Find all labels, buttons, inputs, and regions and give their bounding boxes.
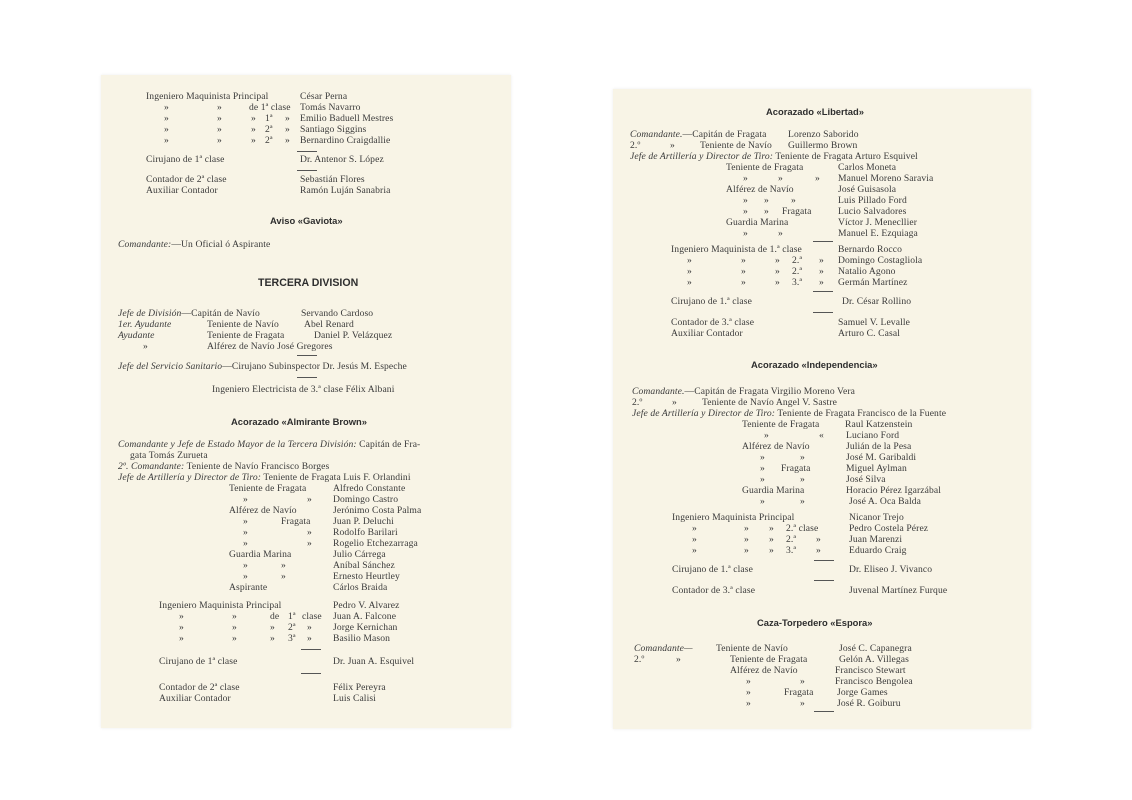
roster-line (672, 585, 948, 596)
role-label: 2º. Comandante: (118, 461, 185, 472)
roster-line (630, 151, 918, 162)
ditto-mark: » (243, 560, 248, 571)
rank-text: Teniente de Fragata (726, 162, 804, 173)
rank-text: Capitán de Fra- (359, 439, 421, 450)
ditto-mark: » (179, 622, 184, 633)
ditto-mark: » (687, 277, 692, 288)
role-label: Comandante (634, 643, 685, 654)
officer-name: Alfredo Constante (333, 483, 406, 494)
roster-line (634, 643, 912, 654)
roster-line (726, 184, 897, 195)
ditto-mark: » (778, 173, 783, 184)
rank-text: Aspirante (229, 582, 268, 593)
ditto-mark: » (741, 277, 746, 288)
roster-line (118, 239, 270, 250)
ditto-mark: » (816, 534, 821, 545)
right-page (613, 89, 1031, 729)
class-text: 3.ª (786, 545, 797, 556)
role-label: Ayudante (118, 330, 155, 341)
ditto-mark: » (743, 228, 748, 239)
officer-name: Rogelio Etchezarraga (333, 538, 418, 549)
roster-line (146, 174, 365, 185)
ditto-mark: » (270, 622, 275, 633)
officer-name: Jorge Kernichan (333, 622, 398, 633)
roster-line: gata Tomás Zurueta (130, 450, 208, 461)
roster-line (229, 483, 406, 494)
roster-line (671, 317, 910, 328)
officer-name: Francisco Bengolea (835, 676, 913, 687)
rank-text: Teniente de Fragata Luis F. Orlandini (263, 472, 411, 483)
officer-name: José M. Garibaldi (846, 452, 917, 463)
separator-rule (814, 580, 834, 581)
division-heading: TERCERA DIVISION (258, 277, 359, 289)
ditto-mark: » (819, 277, 824, 288)
ditto-mark: » (800, 676, 805, 687)
officer-name: Jorge Games (837, 687, 888, 698)
ditto-mark: » (307, 494, 312, 505)
ditto-mark: » (743, 173, 748, 184)
rank-text: Teniente de Fragata Arturo Esquivel (775, 151, 918, 162)
officer-name: Horacio Pérez Igarzábal (846, 485, 941, 496)
officer-name: Aníbal Sánchez (333, 560, 395, 571)
ditto-mark: » (164, 113, 169, 124)
officer-name: Luis Calisi (333, 693, 376, 704)
separator-rule (813, 241, 833, 242)
rank-text: Teniente de Navío Angel V. Sastre (702, 397, 837, 408)
ditto-mark: » (744, 534, 749, 545)
ditto-mark: » (775, 255, 780, 266)
officer-name: Dr. César Rollino (842, 296, 912, 307)
ditto-mark: » (815, 173, 820, 184)
officer-name: Bernardo Rocco (838, 244, 903, 255)
class-text: 1ª (288, 611, 296, 622)
rank-text: Ingeniero Maquinista Principal (146, 91, 269, 102)
ditto-mark: » (775, 277, 780, 288)
class-text: 2.ª clase (786, 523, 819, 534)
rank-text: Contador de 2ª clase (146, 174, 227, 185)
ditto-mark: » (760, 496, 765, 507)
officer-name: José C. Capanegra (839, 643, 912, 654)
ditto-mark: » (760, 474, 765, 485)
officer-name: Rodolfo Barilari (333, 527, 398, 538)
rank-text: de (270, 611, 280, 622)
officer-name: José Guisasola (838, 184, 897, 195)
officer-name: César Perna (300, 91, 348, 102)
ditto-mark: » (307, 527, 312, 538)
rank-text: Alférez de Navío (229, 505, 297, 516)
ditto-mark: » (791, 195, 796, 206)
class-text: 2ª (265, 135, 273, 146)
rank-text: Teniente de Fragata (730, 654, 808, 665)
roster-line (146, 185, 391, 196)
roster-line (671, 244, 903, 255)
rank-text: Ingeniero Maquinista Principal (159, 600, 282, 611)
roster-line (672, 512, 904, 523)
officer-name: Basilio Mason (333, 633, 390, 644)
officer-name: Juan Marenzi (849, 534, 903, 545)
ditto-mark: » (741, 266, 746, 277)
rank-text: Ingeniero Maquinista de 1.ª clase (671, 244, 802, 255)
officer-name: Gelón A. Villegas (839, 654, 909, 665)
ditto-mark: » (778, 228, 783, 239)
ditto-mark: » (741, 255, 746, 266)
ditto-mark: » (307, 622, 312, 633)
role-label: — (684, 643, 693, 654)
separator-rule (814, 560, 834, 561)
ditto-mark: » (217, 124, 222, 135)
officer-name: Abel Renard (304, 319, 354, 330)
roster-line (229, 582, 388, 593)
roster-line (118, 439, 420, 450)
ditto-mark: » (143, 341, 148, 352)
rank-text: Contador de 3.ª clase (671, 317, 755, 328)
roster-line (159, 693, 376, 704)
officer-name: Lorenzo Saborido (788, 129, 859, 140)
ditto-mark: « (819, 430, 824, 441)
rank-text: 2.º (630, 140, 641, 151)
officer-name: Luis Pillado Ford (838, 195, 907, 206)
rank-text: Teniente de Navío (207, 319, 279, 330)
separator-rule (813, 291, 833, 292)
ditto-mark: » (285, 135, 290, 146)
ditto-mark: » (164, 124, 169, 135)
officer-name: Juan A. Falcone (333, 611, 397, 622)
roster-line (671, 328, 900, 339)
roster-line (118, 319, 354, 330)
ditto-mark: » (251, 113, 256, 124)
role-label: Jefe de Artillería y Director de Tiro: (632, 408, 776, 419)
rank-text: Teniente de Navío (716, 643, 788, 654)
ditto-mark: » (281, 571, 286, 582)
roster-line: Ingeniero Electricista de 3.ª clase Félix Albani (212, 384, 395, 395)
class-text: 2.ª (786, 534, 797, 545)
officer-name: Servando Cardoso (301, 308, 374, 319)
section-heading: Aviso «Gaviota» (270, 215, 343, 226)
ditto-mark: » (760, 463, 765, 474)
rank-text: Teniente de Fragata (207, 330, 285, 341)
role-label: Comandante. (630, 129, 683, 140)
roster-line (118, 461, 329, 472)
ditto-mark: » (179, 633, 184, 644)
ditto-mark: » (692, 523, 697, 534)
rank-text: Cirujano de 1.ª clase (672, 564, 753, 575)
separator-rule (813, 312, 833, 313)
ditto-mark: » (687, 255, 692, 266)
rank-text: Cirujano de 1ª clase (159, 656, 238, 667)
rank-text: Ingeniero Maquinista Principal (672, 512, 795, 523)
ditto-mark: » (281, 560, 286, 571)
rank-text: Alférez de Navío (726, 184, 794, 195)
officer-name: Julián de la Pesa (846, 441, 912, 452)
rank-text: Contador de 2ª clase (159, 682, 240, 693)
officer-name: Pedro Costela Pérez (849, 523, 929, 534)
officer-name: Guillermo Brown (788, 140, 858, 151)
class-text: 2ª (288, 622, 296, 633)
rank-text: Auxiliar Contador (159, 693, 231, 704)
class-text: 1ª (265, 113, 273, 124)
officer-name: Domingo Costagliola (838, 255, 923, 266)
roster-line (118, 361, 407, 372)
rank-text: 2.º (632, 397, 643, 408)
ditto-mark: » (764, 206, 769, 217)
ditto-mark: » (676, 654, 681, 665)
rank-text: 2.º (634, 654, 645, 665)
ditto-mark: » (744, 523, 749, 534)
rank-text: Cirujano de 1ª clase (146, 154, 225, 165)
officer-name: Jerónimo Costa Palma (333, 505, 422, 516)
separator-rule (297, 170, 317, 171)
ditto-mark: » (819, 266, 824, 277)
ditto-mark: » (687, 266, 692, 277)
ditto-mark: » (179, 611, 184, 622)
ditto-mark: » (243, 494, 248, 505)
rank-text: clase (302, 611, 322, 622)
rank-text: Fragata (781, 463, 811, 474)
role-label: Jefe de Artillería y Director de Tiro: (630, 151, 774, 162)
rank-text: Auxiliar Contador (671, 328, 743, 339)
ditto-mark: » (746, 698, 751, 709)
ditto-mark: » (760, 452, 765, 463)
officer-name: Santiago Siggins (300, 124, 367, 135)
ditto-mark: » (769, 534, 774, 545)
role-label: Comandante. (632, 386, 685, 397)
officer-name: Dr. Eliseo J. Vivanco (849, 564, 933, 575)
officer-name: Manuel E. Ezquiaga (838, 228, 918, 239)
rank-text: Guardia Marina (726, 217, 789, 228)
roster-line (118, 472, 411, 483)
class-text: 3ª (288, 633, 296, 644)
roster-line (229, 549, 386, 560)
role-label: Comandante: (118, 239, 172, 250)
officer-name: Nicanor Trejo (849, 512, 904, 523)
officer-name: Ernesto Heurtley (333, 571, 400, 582)
ditto-mark: » (800, 452, 805, 463)
rank-text: Teniente de Fragata Francisco de la Fuente (777, 408, 947, 419)
ditto-mark: » (764, 430, 769, 441)
roster-line (632, 386, 855, 397)
separator-rule (301, 649, 321, 650)
role-label: Jefe del Servicio Sanitario (118, 361, 223, 372)
ditto-mark: » (816, 545, 821, 556)
officer-name: José Silva (846, 474, 886, 485)
rank-text: Fragata (784, 687, 814, 698)
officer-name: Carlos Moneta (838, 162, 897, 173)
role-label: Jefe de Artillería y Director de Tiro: (118, 472, 262, 483)
roster-line (742, 419, 913, 430)
roster-line (146, 154, 384, 165)
rank-text: —Capitán de Navío (181, 308, 260, 319)
ditto-mark: » (819, 255, 824, 266)
ditto-mark: » (692, 545, 697, 556)
rank-text: Teniente de Fragata (229, 483, 307, 494)
ditto-mark: » (743, 206, 748, 217)
ditto-mark: » (217, 113, 222, 124)
separator-rule (297, 355, 317, 356)
separator-rule (297, 151, 317, 152)
ditto-mark: » (232, 622, 237, 633)
ditto-mark: » (746, 687, 751, 698)
ditto-mark: » (285, 124, 290, 135)
ditto-mark: » (307, 538, 312, 549)
officer-name: Dr. Antenor S. López (300, 154, 384, 165)
rank-text: Fragata (281, 516, 311, 527)
rank-text: Guardia Marina (742, 485, 805, 496)
rank-text: Teniente de Navío Francisco Borges (186, 461, 330, 472)
rank-text: Teniente de Fragata (742, 419, 820, 430)
roster-line (229, 505, 422, 516)
rank-text: Alférez de Navío (742, 441, 810, 452)
ditto-mark: » (746, 676, 751, 687)
rank-text: —Capitán de Fragata (682, 129, 767, 140)
ditto-mark: » (672, 397, 677, 408)
ditto-mark: » (270, 633, 275, 644)
officer-name: Luciano Ford (846, 430, 900, 441)
rank-text: Alférez de Navío (730, 665, 798, 676)
officer-name: —Un Oficial ó Aspirante (171, 239, 271, 250)
roster-line (726, 217, 917, 228)
section-heading: Caza-Torpedero «Espora» (757, 617, 873, 628)
ditto-mark: » (800, 496, 805, 507)
rank-text: Contador de 3.ª clase (672, 585, 756, 596)
ditto-mark: » (285, 113, 290, 124)
ditto-mark: » (164, 102, 169, 113)
roster-line (118, 308, 374, 319)
ditto-mark: » (232, 611, 237, 622)
roster-line (146, 91, 348, 102)
ditto-mark: » (232, 633, 237, 644)
rank-text: Auxiliar Contador (146, 185, 218, 196)
roster-line (726, 162, 897, 173)
officer-name: Miguel Aylman (846, 463, 907, 474)
roster-line (159, 682, 386, 693)
officer-name: Manuel Moreno Saravia (838, 173, 934, 184)
section-heading: Acorazado «Independencia» (751, 359, 878, 370)
officer-name: Raul Katzenstein (845, 419, 913, 430)
officer-name: Dr. Juan A. Esquivel (333, 656, 415, 667)
officer-name: Eduardo Craig (849, 545, 907, 556)
roster-line (630, 129, 859, 140)
officer-name: Juvenal Martínez Furque (849, 585, 948, 596)
officer-name: Samuel V. Levalle (838, 317, 910, 328)
roster-line (159, 600, 400, 611)
roster-line (730, 665, 906, 676)
class-text: 3.ª (792, 277, 803, 288)
section-heading: Acorazado «Almirante Brown» (231, 416, 367, 427)
officer-name: Francisco Stewart (835, 665, 906, 676)
ditto-mark: » (251, 135, 256, 146)
rank-text: Teniente de Navío (700, 140, 772, 151)
roster-line (634, 654, 909, 665)
class-text: 2.ª (792, 255, 803, 266)
officer-name: Pedro V. Alvarez (333, 600, 400, 611)
rank-text: Alférez de Navío José Gregores (207, 341, 333, 352)
roster-line (742, 441, 912, 452)
rank-text: —Cirujano Subinspector Dr. Jesús M. Espeche (222, 361, 407, 372)
ditto-mark: » (243, 538, 248, 549)
officer-name: José A. Oca Balda (849, 496, 922, 507)
officer-name: Emilio Baduell Mestres (300, 113, 394, 124)
rank-text: Cirujano de 1.ª clase (671, 296, 752, 307)
officer-name: Germán Martínez (838, 277, 908, 288)
officer-name: Daniel P. Velázquez (314, 330, 393, 341)
rank-text: —Capitán de Fragata Virgilio Moreno Vera (684, 386, 856, 397)
ditto-mark: » (743, 195, 748, 206)
officer-name: Lucio Salvadores (838, 206, 907, 217)
ditto-mark: » (164, 135, 169, 146)
ditto-mark: » (251, 124, 256, 135)
officer-name: Natalio Agono (838, 266, 896, 277)
officer-name: Tomás Navarro (300, 102, 361, 113)
ditto-mark: » (769, 523, 774, 534)
roster-line (159, 656, 415, 667)
ditto-mark: » (307, 633, 312, 644)
separator-rule (301, 673, 321, 674)
roster-line (742, 485, 941, 496)
ditto-mark: » (764, 195, 769, 206)
rank-text: Guardia Marina (229, 549, 292, 560)
ditto-mark: » (769, 545, 774, 556)
role-label: Comandante y Jefe de Estado Mayor de la Tercera División: (118, 439, 357, 450)
ditto-mark: » (800, 474, 805, 485)
officer-name: Domingo Castro (333, 494, 399, 505)
separator-rule (814, 711, 834, 712)
rank-text: de 1ª clase (249, 102, 291, 113)
separator-rule (297, 377, 317, 378)
role-label: 1er. Ayudante (118, 319, 172, 330)
officer-name: Bernardino Craigdallie (300, 135, 391, 146)
officer-name: Víctor J. Menecllier (838, 217, 917, 228)
officer-name: Cárlos Braida (333, 582, 388, 593)
roster-line (118, 330, 393, 341)
officer-name: Sebastián Flores (300, 174, 365, 185)
roster-line (632, 397, 837, 408)
officer-name: Juan P. Deluchi (333, 516, 394, 527)
roster-line (632, 408, 946, 419)
class-text: 2.ª (792, 266, 803, 277)
role-label: Jefe de División (118, 308, 182, 319)
ditto-mark: » (217, 102, 222, 113)
roster-line (671, 296, 912, 307)
left-page (101, 75, 511, 728)
rank-text: Fragata (782, 206, 812, 217)
officer-name: Arturo C. Casal (838, 328, 900, 339)
ditto-mark: » (800, 698, 805, 709)
section-heading: Acorazado «Libertad» (766, 106, 864, 117)
ditto-mark: » (744, 545, 749, 556)
officer-name: Félix Pereyra (333, 682, 386, 693)
ditto-mark: » (243, 571, 248, 582)
ditto-mark: » (775, 266, 780, 277)
ditto-mark: » (692, 534, 697, 545)
roster-line (630, 140, 858, 151)
ditto-mark: » (243, 516, 248, 527)
class-text: 2ª (265, 124, 273, 135)
officer-name: José R. Goiburu (837, 698, 901, 709)
roster-line (672, 564, 933, 575)
officer-name: Julio Cárrega (333, 549, 386, 560)
ditto-mark: » (217, 135, 222, 146)
ditto-mark: » (243, 527, 248, 538)
ditto-mark: » (670, 140, 675, 151)
officer-name: Ramón Luján Sanabria (300, 185, 391, 196)
